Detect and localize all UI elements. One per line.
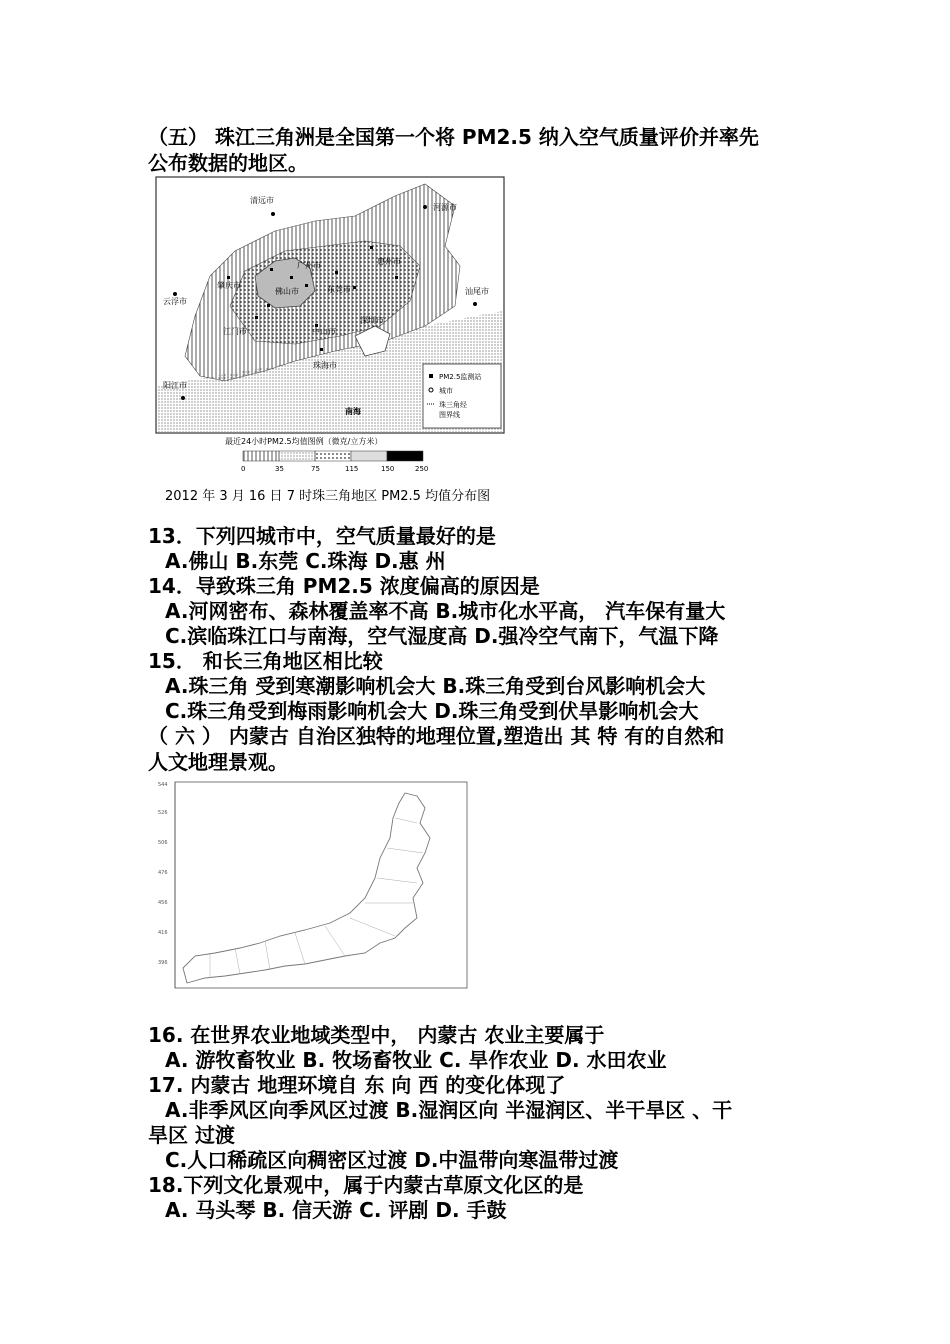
- scale-title: 最近24小时PM2.5均值图例（微克/立方米）: [225, 437, 383, 446]
- q16-options: A. 游牧畜牧业 B. 牧场畜牧业 C. 旱作农业 D. 水田农业: [165, 1048, 667, 1072]
- city-jiangmen: 江门市: [223, 327, 247, 336]
- city-marker-icon: [271, 212, 275, 216]
- scale-bin-2: [279, 451, 315, 461]
- q13: 13．下列四城市中，空气质量最好的是: [148, 524, 496, 548]
- q17-options-1: A.非季风区向季风区过渡 B.湿润区向 半湿润区、半干旱区 、干: [165, 1098, 733, 1122]
- map1-caption: 2012 年 3 月 16 日 7 时珠三角地区 PM2.5 均值分布图: [165, 489, 491, 504]
- q17-options-2: C.人口稀疏区向稠密区过渡 D.中温带向寒温带过渡: [165, 1148, 619, 1172]
- q15-options-1: A.珠三角 受到寒潮影响机会大 B.珠三角受到台风影响机会大: [165, 674, 706, 698]
- city-yunfu: 云浮市: [163, 297, 187, 306]
- section6-intro-line1: （ 六 ） 内蒙古 自治区独特的地理位置,塑造出 其 特 有的自然和: [148, 724, 725, 748]
- q18-options: A. 马头琴 B. 信天游 C. 评剧 D. 手鼓: [165, 1198, 507, 1222]
- city-heyuan: 河源市: [433, 203, 457, 212]
- city-shenzhen: 深圳市: [360, 316, 384, 325]
- y-tick: 416: [158, 930, 168, 936]
- q17: 17. 内蒙古 地理环境自 东 向 西 的变化体现了: [148, 1073, 566, 1097]
- scale-tick: 115: [345, 465, 359, 473]
- q15-options-2: C.珠三角受到梅雨影响机会大 D.珠三角受到伏旱影响机会大: [165, 699, 699, 723]
- city-shanwei: 汕尾市: [465, 287, 489, 296]
- city-marker-icon: [181, 396, 185, 400]
- q14-options-2: C.滨临珠江口与南海，空气湿度高 D.强冷空气南下，气温下降: [165, 624, 719, 648]
- prd-pm25-map: [155, 176, 507, 478]
- city-guangzhou: 广州市: [297, 261, 321, 270]
- y-tick: 526: [158, 810, 168, 816]
- city-zhaoqing: 肇庆市: [217, 281, 241, 290]
- q18: 18.下列文化景观中，属于内蒙古草原文化区的是: [148, 1173, 584, 1197]
- city-foshan: 佛山市: [275, 287, 299, 296]
- y-tick: 506: [158, 840, 168, 846]
- city-huizhou: 惠州市: [377, 257, 401, 266]
- q14-options-1: A.河网密布、森林覆盖率不高 B.城市化水平高， 汽车保有量大: [165, 599, 726, 623]
- station-legend-icon: [429, 374, 433, 378]
- scale-bin-4: [351, 451, 387, 461]
- scale-tick: 250: [415, 465, 429, 473]
- y-tick: 456: [158, 900, 168, 906]
- q16: 16. 在世界农业地域类型中， 内蒙古 农业主要属于: [148, 1023, 605, 1047]
- city-marker-icon: [173, 292, 177, 296]
- city-yangjiang: 阳江市: [163, 381, 187, 390]
- inner-mongolia-map: [155, 778, 470, 992]
- city-marker-icon: [423, 205, 427, 209]
- q13-options: A.佛山 B.东莞 C.珠海 D.惠 州: [165, 549, 446, 573]
- city-qingyuan: 清远市: [250, 196, 274, 205]
- scale-tick: 35: [275, 465, 284, 473]
- sea-label: 南海: [345, 407, 361, 416]
- city-zhuhai: 珠海市: [313, 361, 337, 370]
- q17-options-1-cont: 旱区 过渡: [148, 1123, 235, 1147]
- legend-boundary-1: 珠三角经: [439, 401, 467, 409]
- scale-bin-3: [315, 451, 351, 461]
- scale-bin-1: [243, 451, 279, 461]
- q15: 15． 和长三角地区相比较: [148, 649, 383, 673]
- section5-intro-line1: （五） 珠江三角洲是全国第一个将 PM2.5 纳入空气质量评价并率先: [148, 125, 759, 149]
- scale-bin-5: [387, 451, 423, 461]
- city-dongguan: 东莞市: [327, 285, 351, 294]
- legend-boundary-2: 图界线: [439, 411, 460, 419]
- legend-city: 城市: [439, 387, 453, 395]
- y-tick: 544: [158, 782, 168, 788]
- district-boundaries: [210, 818, 423, 978]
- city-zhongshan: 中山市: [312, 327, 336, 336]
- y-tick: 396: [158, 960, 168, 966]
- section5-intro-line2: 公布数据的地区。: [148, 151, 308, 175]
- city-marker-icon: [473, 302, 477, 306]
- q14: 14．导致珠三角 PM2.5 浓度偏高的原因是: [148, 574, 540, 598]
- scale-tick: 0: [241, 465, 246, 473]
- legend-station: PM2.5监测站: [439, 373, 482, 381]
- scale-tick: 75: [311, 465, 320, 473]
- inner-mongolia-outline: [183, 793, 430, 983]
- section6-intro-line2: 人文地理景观。: [148, 750, 288, 774]
- scale-tick: 150: [381, 465, 395, 473]
- y-tick: 476: [158, 870, 168, 876]
